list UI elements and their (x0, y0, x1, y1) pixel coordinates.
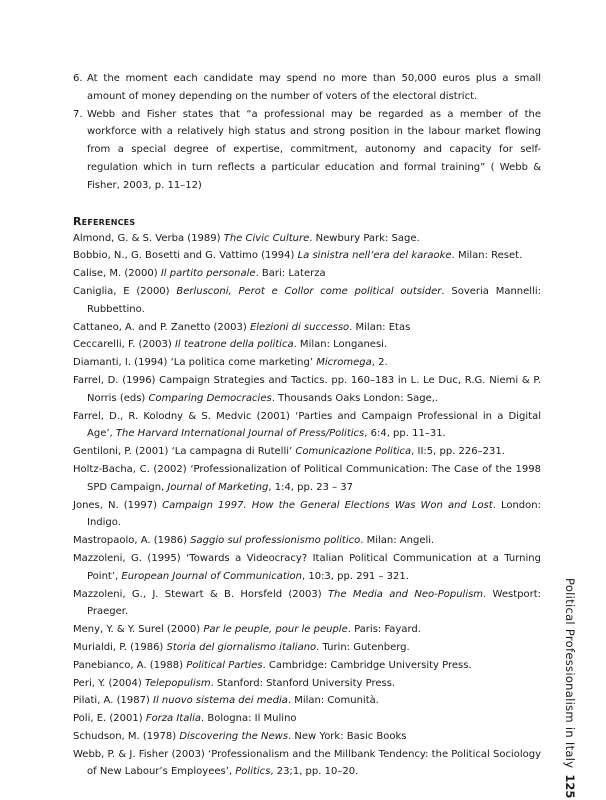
reference-text: . Thousands Oaks London: Sage,. (271, 392, 439, 404)
reference-text: Calise, M. (2000) (73, 268, 161, 280)
reference-entry (73, 265, 541, 283)
reference-title: Il nuovo sistema dei media (153, 695, 288, 707)
reference-text: . Soveria Mannelli: Rubbettino. (87, 285, 541, 315)
reference-text: Bobbio, N., G. Bosetti and G. Vattimo (1994) (73, 250, 298, 262)
endnotes (73, 70, 541, 195)
reference-title: Berlusconi, Perot e Collor come political outsider (176, 285, 442, 297)
reference-title: Saggio sul professionismo politico (190, 535, 361, 547)
reference-title: Storia del giornalismo italiano (166, 641, 317, 653)
reference-text: Peri, Y. (2004) (73, 677, 145, 689)
page-body (73, 70, 541, 781)
reference-text: Webb, P. & J. Fisher (2003) ‘Professionalism and the Millbank Tendency: the Political Sociology of New Labour’s Employees’, (73, 748, 541, 778)
reference-text: . Milan: Comunità. (287, 695, 379, 707)
reference-title: The Civic Culture (223, 232, 310, 244)
reference-title: La sinistra nell’era del karaoke (297, 250, 452, 262)
reference-text: . Bari: Laterza (255, 268, 326, 280)
reference-title: Forza Italia (145, 713, 202, 725)
reference-title: Elezioni di successo (249, 321, 350, 333)
reference-text: Mazzoleni, G. (1995) ‘Towards a Videocracy? Italian Political Communication at a Turning Point’, (73, 552, 541, 582)
reference-text: . Westport: Praeger. (87, 588, 541, 618)
reference-text: Panebianco, A. (1988) (73, 659, 187, 671)
reference-title: European Journal of Communication (121, 570, 302, 582)
running-title: Political Professionalism in Italy (563, 578, 577, 769)
reference-entry (73, 336, 541, 354)
reference-entry (73, 692, 541, 710)
reference-title: The Harvard International Journal of Press/Politics (115, 428, 365, 440)
reference-text: , 6:4, pp. 11–31. (364, 428, 446, 440)
reference-text: Gentiloni, P. (2001) ‘La campagna di Rutelli’ (73, 446, 296, 458)
reference-entry (73, 532, 541, 550)
reference-text: . Newbury Park: Sage. (309, 232, 420, 244)
reference-entry (73, 728, 541, 746)
endnote (73, 70, 541, 106)
reference-entry (73, 247, 541, 265)
endnote-number: 7. (73, 108, 83, 120)
reference-text: . Turin: Gutenberg. (316, 641, 410, 653)
reference-entry (73, 319, 541, 337)
page-number: 125 (563, 774, 577, 799)
reference-text: Pilati, A. (1987) (73, 695, 154, 707)
endnote-text: At the moment each candidate may spend no more than 50,000 euros plus a small amount of money depending on the number of voters of the electoral district. (87, 73, 541, 102)
reference-text: Ceccarelli, F. (2003) (73, 339, 175, 351)
reference-text: , II:5, pp. 226–231. (411, 446, 505, 458)
reference-text: . Paris: Fayard. (347, 624, 421, 636)
reference-title: Micromega (316, 357, 372, 369)
references-heading: References (73, 214, 136, 228)
reference-text: Almond, G. & S. Verba (1989) (73, 232, 224, 244)
reference-text: Mastropaolo, A. (1986) (73, 535, 191, 547)
reference-text: , 23;1, pp. 10–20. (270, 766, 359, 778)
reference-entry (73, 461, 541, 497)
reference-text: Farrel, D., R. Kolodny & S. Medvic (2001) ‘Parties and Campaign Professional in a Digital Age’, (73, 410, 541, 440)
reference-text: , 1:4, pp. 23 – 37 (268, 481, 354, 493)
reference-title: Political Parties (186, 659, 263, 671)
reference-text: Schudson, M. (1978) (73, 730, 180, 742)
reference-entry (73, 746, 541, 782)
reference-entry (73, 639, 541, 657)
reference-entry (73, 283, 541, 319)
reference-text: Murialdi, P. (1986) (73, 641, 167, 653)
reference-title: Journal of Marketing (167, 481, 269, 493)
reference-text: Meny, Y. & Y. Surel (2000) (73, 624, 204, 636)
reference-text: Holtz-Bacha, C. (2002) ‘Professionalization of Political Communication: The Case of the 1998 SPD Campaign, (73, 463, 541, 493)
reference-entry (73, 657, 541, 675)
reference-title: Telepopulism (144, 677, 211, 689)
reference-entry (73, 586, 541, 622)
reference-entry (73, 621, 541, 639)
reference-title: Comunicazione Politica (295, 446, 412, 458)
reference-entry (73, 443, 541, 461)
running-header (560, 578, 580, 799)
reference-text: , 2. (371, 357, 388, 369)
reference-entry (73, 372, 541, 408)
reference-entry (73, 550, 541, 586)
reference-entry (73, 408, 541, 444)
reference-text: Mazzoleni, G., J. Stewart & B. Horsfeld (2003) (73, 588, 328, 600)
reference-title: Il teatrone della politica (174, 339, 294, 351)
reference-title: Campaign 1997. How the General Elections Was Won and Lost (162, 499, 493, 511)
reference-entry (73, 710, 541, 728)
reference-list (73, 230, 541, 782)
reference-title: Il partito personale (160, 268, 256, 280)
reference-entry (73, 497, 541, 533)
reference-text: . Milan: Angeli. (360, 535, 435, 547)
reference-text: . Milan: Reset. (451, 250, 523, 262)
reference-text: Jones, N. (1997) (73, 499, 163, 511)
reference-title: Discovering the News (179, 730, 289, 742)
reference-text: . Milan: Longanesi. (293, 339, 388, 351)
reference-title: Politics (235, 766, 271, 778)
reference-entry (73, 675, 541, 693)
reference-text: . Bologna: Il Mulino (201, 713, 297, 725)
reference-text: , 10:3, pp. 291 – 321. (301, 570, 409, 582)
reference-entry (73, 354, 541, 372)
reference-text: . Cambridge: Cambridge University Press. (262, 659, 472, 671)
reference-text: Poli, E. (2001) (73, 713, 146, 725)
reference-text: Diamanti, I. (1994) ‘La politica come marketing’ (73, 357, 317, 369)
reference-title: Par le peuple, pour le peuple (203, 624, 348, 636)
reference-title: The Media and Neo-Populism (327, 588, 484, 600)
endnote (73, 106, 541, 195)
reference-text: . Milan: Etas (349, 321, 411, 333)
reference-text: . London: Indigo. (87, 499, 541, 529)
endnote-text: Webb and Fisher states that “a professional may be regarded as a member of the workforce with a relatively high status and strong position in the labour market flowing from a special degree of expertise, commitment, autonomy and capacity for self-regulation which in turn reflects a particular education and formal training” ( Webb & Fisher, 2003, p. 11–12) (87, 108, 541, 191)
endnote-number: 6. (73, 73, 83, 84)
reference-title: Comparing Democracies (148, 392, 272, 404)
reference-text: . Stanford: Stanford University Press. (210, 677, 396, 689)
reference-entry (73, 230, 541, 248)
reference-text: Farrel, D. (1996) Campaign Strategies and Tactics. pp. 160–183 in L. Le Duc, R.G. Niemi & P. Norris (eds) (73, 374, 541, 404)
reference-text: Caniglia, E (2000) (73, 285, 177, 297)
reference-text: Cattaneo, A. and P. Zanetto (2003) (73, 321, 250, 333)
reference-text: . New York: Basic Books (288, 730, 407, 742)
